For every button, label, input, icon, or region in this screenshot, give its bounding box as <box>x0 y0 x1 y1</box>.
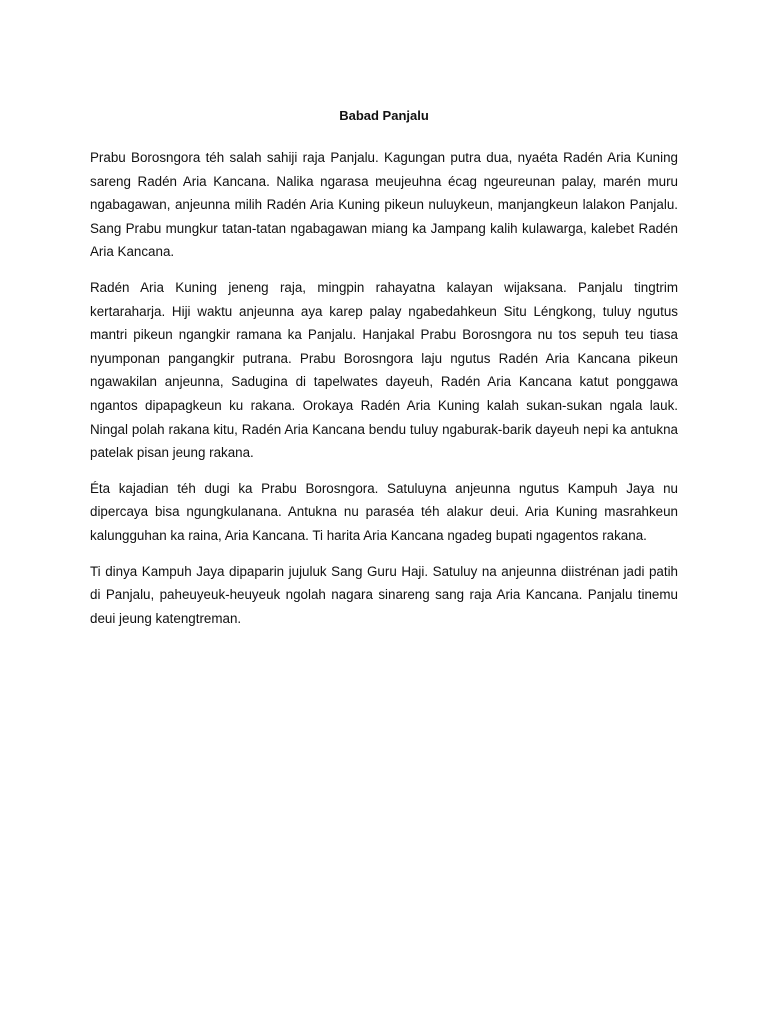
paragraph-1: Prabu Borosngora téh salah sahiji raja Panjalu. Kagungan putra dua, nyaéta Radén Aria Kuning sareng Radén Aria Kancana. Nalika ngarasa meujeuhna écag ngeureunan palay, marén muru ngabagawan, anjeunna milih Radén Aria Kuning pikeun nuluykeun, manjangkeun lalakon Panjalu. Sang Prabu mungkur tatan-tatan ngabagawan miang ka Jampang kalih kulawarga, kalebet Radén Aria Kancana. <box>90 150 678 260</box>
document-title: Babad Panjalu <box>339 108 429 123</box>
paragraph-2: Radén Aria Kuning jeneng raja, mingpin rahayatna kalayan wijaksana. Panjalu tingtrim kertaraharja. Hiji waktu anjeunna aya karep palay ngabedahkeun Situ Léngkong, tuluy ngutus mantri pikeun ngangkir ramana ka Panjalu. Hanjakal Prabu Borosngora nu tos sepuh teu tiasa nyumponan pangangkir putrana. Prabu Borosngora laju ngutus Radén Aria Kancana pikeun ngawakilan anjeunna, Sadugina di tapelwates dayeuh, Radén Aria Kancana katut ponggawa ngantos dipapagkeun ku rakana. Orokaya Radén Aria Kuning kalah sukan-sukan ngala lauk. Ningal polah rakana kitu, Radén Aria Kancana bendu tuluy ngaburak-barik dayeuh nepi ka antukna patelak pisan jeung rakana. <box>90 279 678 461</box>
paragraph-3: Éta kajadian téh dugi ka Prabu Borosngora. Satuluyna anjeunna ngutus Kampuh Jaya nu dipercaya bisa ngungkulanana. Antukna nu paraséa téh alakur deui. Aria Kuning masrahkeun kalungguhan ka raina, Aria Kancana. Ti harita Aria Kancana ngadeg bupati ngagentos rakana. <box>90 480 678 543</box>
document-body <box>90 146 678 642</box>
paragraph-4: Ti dinya Kampuh Jaya dipaparin jujuluk Sang Guru Haji. Satuluy na anjeunna diistrénan jadi patih di Panjalu, paheuyeuk-heuyeuk ngolah nagara sinareng sang raja Aria Kancana. Panjalu tinemu deui jeung katengtreman. <box>90 563 678 626</box>
